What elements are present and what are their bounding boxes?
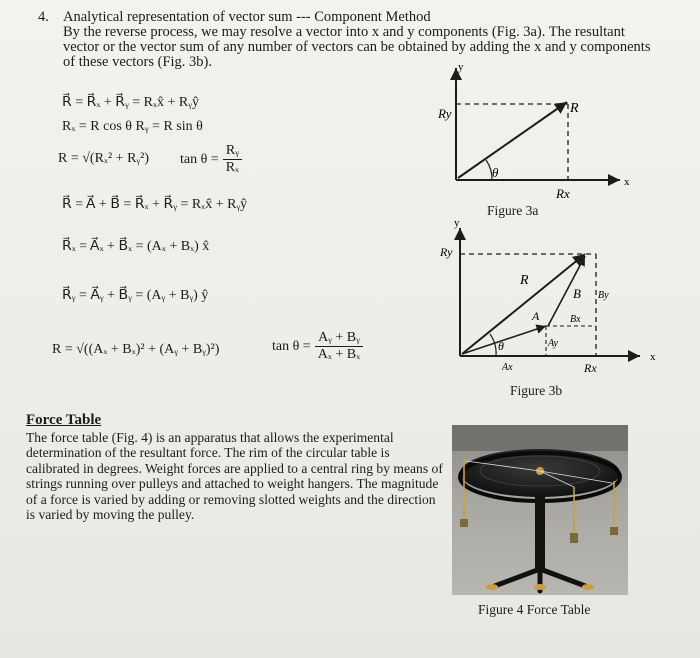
fig3a-ry-label: Ry <box>438 106 452 121</box>
force-table-photo <box>452 425 628 595</box>
equation-resultant-components: R⃗ = R⃗ₓ + R⃗ᵧ = Rₓx̂ + Rᵧŷ <box>62 95 199 110</box>
section-title: Analytical representation of vector sum --- Component Method <box>63 9 431 25</box>
intro-line-2: vector or the vector sum of any number of vectors can be obtained by adding the x and y components <box>63 39 651 55</box>
tan-numerator: Rᵧ <box>223 143 242 160</box>
force-table-illustration <box>452 425 628 595</box>
fig3b-y-label: y <box>454 218 460 229</box>
equation-magnitude: R = √(Rₓ² + Rᵧ²) <box>58 151 149 166</box>
tan-sum-label: tan θ = <box>272 338 311 354</box>
tan-fraction <box>223 143 242 176</box>
fig3b-r-label: R <box>520 273 529 288</box>
force-table-paragraph: The force table (Fig. 4) is an apparatus that allows the experimental determination of the resultant force. The rim of the circular table is calibrated in degrees. Weight forces are applied to a central ring by means of strings running over pulleys and attached to weight hangers. The magnitude of a force is varied by adding or removing slotted weights and the direction is varied by moving the pulley. <box>26 430 443 523</box>
tan-denominator: Rₓ <box>225 160 240 175</box>
tan-sum-denominator: Aₓ + Bₓ <box>317 347 361 362</box>
intro-line-1: By the reverse process, we may resolve a vector into x and y components (Fig. 3a). The resultant <box>63 24 625 40</box>
figure-3a-caption: Figure 3a <box>487 203 539 218</box>
fig3b-rx-label: Rx <box>584 361 597 375</box>
fig3b-ay-label: Ay <box>548 338 558 349</box>
tan-sum-numerator: Aᵧ + Bᵧ <box>315 330 363 347</box>
equation-vector-sum: R⃗ = A⃗ + B⃗ = R⃗ₓ + R⃗ᵧ = Rₓx̂ + Rᵧŷ <box>62 197 248 212</box>
section-number: 4. <box>38 9 49 25</box>
fig3b-by-label: By <box>598 290 609 301</box>
figure-3b-caption: Figure 3b <box>510 383 563 398</box>
tan-label: tan θ = <box>180 151 219 167</box>
equation-ry-sum: R⃗ᵧ = A⃗ᵧ + B⃗ᵧ = (Aᵧ + Bᵧ) ŷ <box>62 288 209 303</box>
fig3a-r-vector <box>458 102 567 178</box>
figure-3a-diagram <box>420 60 700 220</box>
figure-3b-diagram <box>420 218 700 378</box>
table-post <box>535 495 545 571</box>
force-table-heading: Force Table <box>26 412 102 428</box>
fig3b-ax-label: Ax <box>502 362 513 373</box>
fig3b-a-vector <box>462 326 546 354</box>
intro-line-3: of these vectors (Fig. 3b). <box>63 54 212 70</box>
tan-sum-fraction <box>315 330 363 363</box>
fig3a-x-label: x <box>624 176 630 188</box>
equation-rx-sum: R⃗ₓ = A⃗ₓ + B⃗ₓ = (Aₓ + Bₓ) x̂ <box>62 239 210 254</box>
equation-rx-ry: Rₓ = R cos θ Rᵧ = R sin θ <box>62 119 203 134</box>
equation-tan-theta-sum <box>272 330 363 363</box>
fig3a-theta-label: θ <box>492 165 499 180</box>
fig3b-r-vector <box>462 254 585 354</box>
fig3b-b-label: B <box>573 286 581 301</box>
fig3b-bx-label: Bx <box>570 314 581 325</box>
fig3a-r-label: R <box>570 101 579 116</box>
fig3b-theta-label: θ <box>498 339 504 353</box>
figure-4-caption: Figure 4 Force Table <box>478 602 591 617</box>
fig3b-x-label: x <box>650 351 656 363</box>
fig3a-y-label: y <box>458 61 464 73</box>
equation-tan-theta <box>180 143 242 176</box>
equation-resultant-magnitude: R = √((Aₓ + Bₓ)² + (Aᵧ + Bᵧ)²) <box>52 342 220 357</box>
fig3b-a-label: A <box>532 309 540 323</box>
fig3b-ry-label: Ry <box>440 245 453 259</box>
fig3a-rx-label: Rx <box>556 186 570 201</box>
